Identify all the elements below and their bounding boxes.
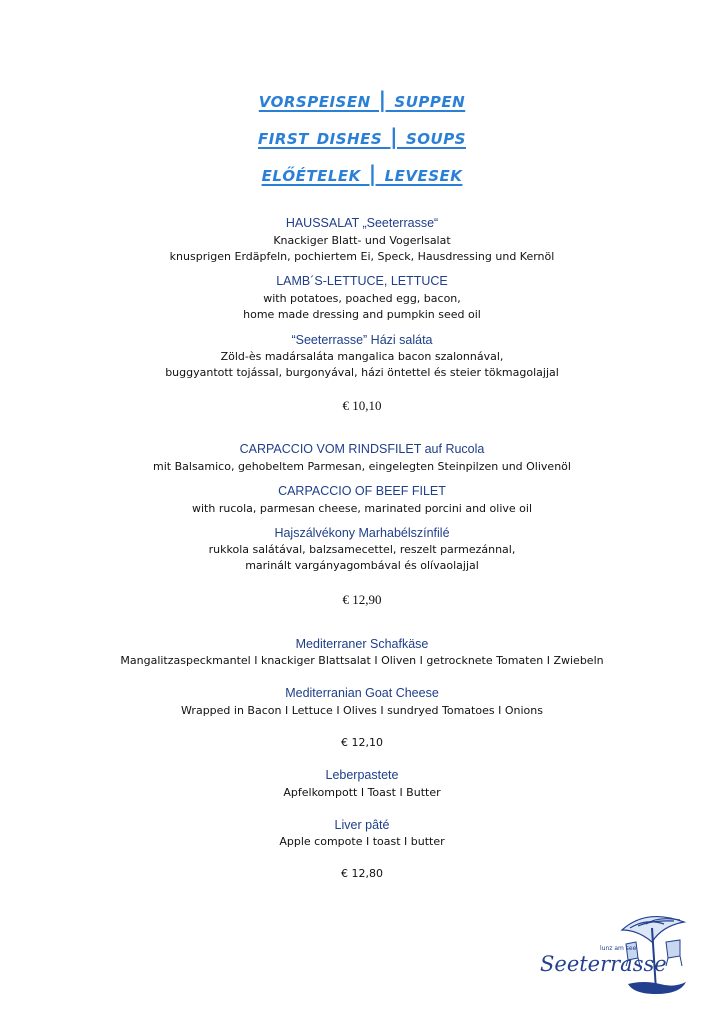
dish-1-title-de: HAUSSALAT „Seeterrasse“ xyxy=(285,216,439,230)
dish-1-desc-en-2: home made dressing and pumpkin seed oil xyxy=(243,308,481,321)
dish-2-price: € 12,90 xyxy=(342,592,382,607)
dish-4-title-de: Leberpastete xyxy=(325,768,399,782)
dish-1-desc-hu-2: buggyantott tojással, burgonyával, házi öntettel és steier tökmagolajjal xyxy=(165,366,559,379)
dish-4-title-en: Liver pâté xyxy=(334,818,390,832)
dish-2-desc-hu-1: rukkola salátával, balzsamecettel, reszelt parmezánnal, xyxy=(208,543,516,556)
dish-3-desc-de-1: Mangalitzaspeckmantel I knackiger Blattsalat I Oliven I getrocknete Tomaten I Zwiebeln xyxy=(120,654,604,667)
logo-tagline: lunz am see xyxy=(600,945,637,952)
dish-1-desc-de-2: knusprigen Erdäpfeln, pochiertem Ei, Speck, Hausdressing und Kernöl xyxy=(169,250,555,263)
dish-3-title-en: Mediterranian Goat Cheese xyxy=(285,686,439,700)
dish-1-desc-hu-1: Zöld-ès madársaláta mangalica bacon szalonnával, xyxy=(220,350,504,363)
heading-hu: előételek | levesek xyxy=(261,162,463,186)
heading-de: vorspeisen | suppen xyxy=(258,88,466,112)
water-icon xyxy=(628,982,686,994)
dish-1-desc-en-1: with potatoes, poached egg, bacon, xyxy=(263,292,461,305)
dish-2-title-de: CARPACCIO VOM RINDSFILET auf Rucola xyxy=(239,442,485,456)
dish-2-title-en: CARPACCIO OF BEEF FILET xyxy=(278,484,446,498)
dish-2-desc-hu-2: marinált vargányagombával és olívaolajjal xyxy=(245,559,479,572)
dish-1-title-hu: “Seeterrasse” Házi saláta xyxy=(291,333,433,347)
dish-3-desc-en-1: Wrapped in Bacon I Lettuce I Olives I sundryed Tomatoes I Onions xyxy=(181,704,543,717)
dish-1-price: € 10,10 xyxy=(342,398,382,413)
dish-2-desc-de-1: mit Balsamico, gehobeltem Parmesan, eingelegten Steinpilzen und Olivenöl xyxy=(153,460,571,473)
dish-2-desc-en-1: with rucola, parmesan cheese, marinated porcini and olive oil xyxy=(192,502,532,515)
dish-4-desc-en-1: Apple compote I toast I butter xyxy=(279,835,445,848)
heading-en: first dishes | soups xyxy=(258,125,466,149)
logo-wordmark: Seeterrasse xyxy=(540,952,667,976)
dish-1-desc-de-1: Knackiger Blatt- und Vogerlsalat xyxy=(273,234,451,247)
dish-3-title-de: Mediterraner Schafkäse xyxy=(295,637,429,651)
dish-3-price: € 12,10 xyxy=(341,736,383,749)
dish-4-price: € 12,80 xyxy=(341,867,383,880)
dish-2-title-hu: Hajszálvékony Marhabélszínfilé xyxy=(274,526,450,540)
dish-4-desc-de-1: Apfelkompott I Toast I Butter xyxy=(283,786,441,799)
dish-1-title-en: LAMB´S-LETTUCE, LETTUCE xyxy=(276,274,448,288)
